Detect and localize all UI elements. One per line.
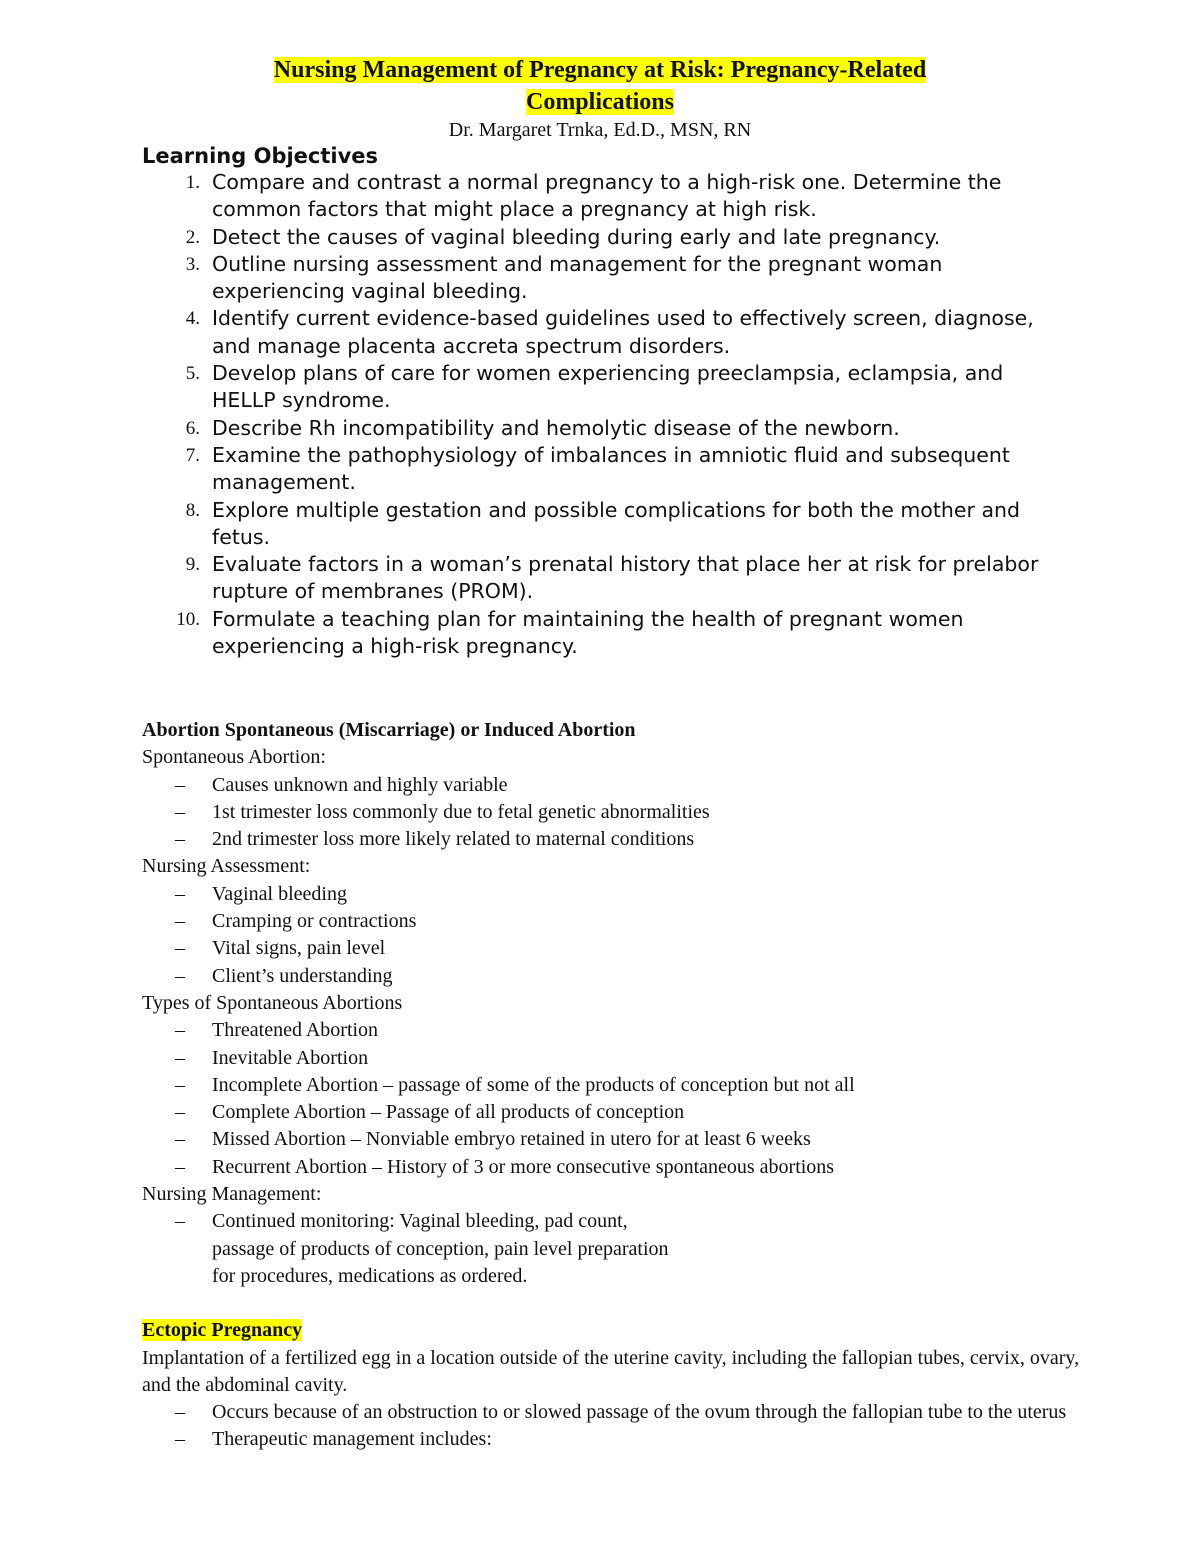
ectopic-definition: Implantation of a fertilized egg in a location outside of the uterine cavity, including the fallopian tubes, cervix, ovary, and the abdominal cavity. (142, 1346, 1080, 1396)
types-of-abortions-list (142, 1017, 1082, 1181)
objective-item (142, 497, 1072, 552)
objective-text: Develop plans of care for women experiencing preeclampsia, eclampsia, and HELLP syndrome. (212, 361, 1004, 413)
learning-objectives-heading: Learning Objectives (142, 144, 379, 168)
objective-text: Outline nursing assessment and management for the pregnant woman experiencing vaginal bleeding. (212, 251, 943, 304)
objective-number: 4. (185, 308, 200, 330)
list-item: – Missed Abortion – Nonviable embryo retained in utero for at least 6 weeks (142, 1126, 1082, 1153)
nursing-assessment-label: Nursing Assessment: (142, 855, 311, 878)
list-item: – Cramping or contractions (142, 908, 1082, 935)
document-author: Dr. Margaret Trnka, Ed.D., MSN, RN (448, 119, 752, 141)
abortion-section (142, 717, 1082, 1454)
objective-text: Explore multiple gestation and possible complications for both the mother and fetus. (212, 497, 1021, 549)
nursing-assessment-list (142, 881, 1082, 990)
abortion-heading: Abortion Spontaneous (Miscarriage) or Induced Abortion (142, 719, 636, 741)
list-item: – 2nd trimester loss more likely related to maternal conditions (142, 826, 1082, 853)
nursing-management-list (142, 1208, 1082, 1290)
list-item: – Threatened Abortion (142, 1017, 1082, 1044)
objective-item (142, 442, 1072, 497)
list-item: – Vaginal bleeding (142, 881, 1082, 908)
objective-item (142, 251, 1072, 306)
objective-item (142, 360, 1072, 415)
list-item: – Occurs because of an obstruction to or slowed passage of the ovum through the fallopian tube to the uterus (142, 1399, 1082, 1426)
section-spacer (142, 1290, 1082, 1317)
objective-item (142, 224, 1072, 251)
list-item: – Continued monitoring: Vaginal bleeding, pad count, passage of products of conception, pain level preparation for procedures, medications as ordered. (142, 1208, 672, 1290)
objective-text: Detect the causes of vaginal bleeding during early and late pregnancy. (212, 224, 941, 249)
objective-item (142, 415, 1072, 442)
spontaneous-abortion-label: Spontaneous Abortion: (142, 746, 326, 769)
objective-number: 10. (176, 608, 200, 630)
list-item: – Vital signs, pain level (142, 935, 1082, 962)
learning-objectives-list (142, 169, 1072, 660)
document-title-line-1: Nursing Management of Pregnancy at Risk: Pregnancy-Related (273, 57, 927, 83)
objective-number: 7. (185, 444, 200, 466)
list-item: – 1st trimester loss commonly due to fetal genetic abnormalities (142, 799, 1082, 826)
objective-number: 5. (185, 363, 200, 385)
ectopic-list (142, 1399, 1082, 1454)
types-of-abortions-label: Types of Spontaneous Abortions (142, 991, 403, 1014)
list-item: – Therapeutic management includes: (142, 1426, 1082, 1453)
objective-number: 9. (185, 554, 200, 576)
objective-item (142, 551, 1072, 606)
nursing-management-label: Nursing Management: (142, 1183, 322, 1206)
document-title-line-2: Complications (525, 89, 674, 115)
objective-number: 3. (185, 253, 200, 275)
objective-item (142, 305, 1072, 360)
list-item: – Incomplete Abortion – passage of some of the products of conception but not all (142, 1072, 1082, 1099)
objective-item (142, 606, 1072, 661)
list-item: – Causes unknown and highly variable (142, 772, 1082, 799)
list-item: – Client’s understanding (142, 963, 1082, 990)
objective-text: Formulate a teaching plan for maintaining the health of pregnant women experiencing a high-risk pregnancy. (212, 606, 964, 659)
objective-item (142, 169, 1072, 224)
spontaneous-abortion-list (142, 772, 1082, 854)
ectopic-heading: Ectopic Pregnancy (142, 1319, 303, 1342)
objective-text: Compare and contrast a normal pregnancy to a high-risk one. Determine the common factors that might place a pregnancy at high risk. (212, 170, 1002, 222)
list-item: – Recurrent Abortion – History of 3 or more consecutive spontaneous abortions (142, 1154, 1082, 1181)
objective-number: 1. (185, 172, 200, 193)
objective-number: 6. (185, 417, 200, 439)
objective-text: Describe Rh incompatibility and hemolytic disease of the newborn. (212, 415, 900, 440)
list-item: – Inevitable Abortion (142, 1045, 1082, 1072)
objective-number: 8. (185, 499, 200, 521)
objective-text: Examine the pathophysiology of imbalances in amniotic fluid and subsequent management. (212, 442, 1010, 495)
list-item: – Complete Abortion – Passage of all products of conception (142, 1099, 1082, 1126)
objective-number: 2. (185, 226, 200, 248)
objective-text: Identify current evidence-based guidelines used to effectively screen, diagnose, and manage placenta accreta spectrum disorders. (212, 306, 1034, 358)
objective-text: Evaluate factors in a woman’s prenatal history that place her at risk for prelabor rupture of membranes (PROM). (212, 552, 1039, 604)
